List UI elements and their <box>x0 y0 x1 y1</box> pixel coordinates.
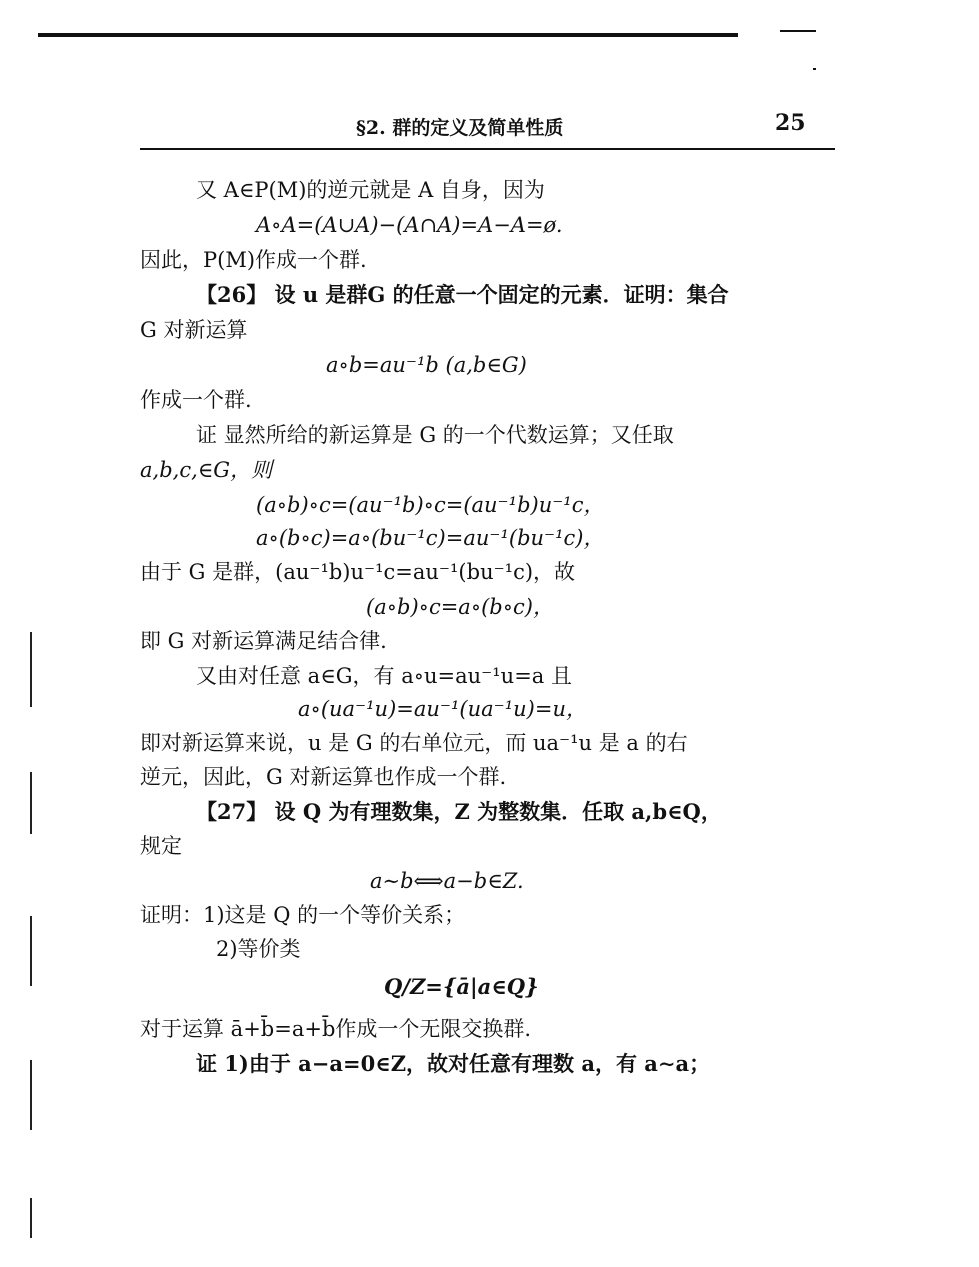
text-line-23: 2)等价类 <box>216 937 301 961</box>
scan-artifact-line <box>30 1198 32 1238</box>
text-line-18: 逆元，因此，G 对新运算也作成一个群. <box>140 765 507 789</box>
formula-line-16: a∘(ua⁻¹u)=au⁻¹(ua⁻¹u)=u， <box>298 697 587 721</box>
text-line-7: 作成一个群. <box>140 388 252 412</box>
text-line-14: 即 G 对新运算满足结合律. <box>140 629 387 653</box>
scan-artifact-line <box>30 916 32 986</box>
header-rule <box>140 148 835 150</box>
problem-27-heading: 【27】 设 Q 为有理数集，Z 为整数集．任取 a,b∈Q， <box>196 799 722 824</box>
text-line-20: 规定 <box>140 834 182 858</box>
proof-line-8: 证 显然所给的新运算是 G 的一个代数运算；又任取 <box>196 423 674 447</box>
top-rule-right <box>780 30 816 32</box>
speck <box>813 68 816 70</box>
running-header-section: §2. 群的定义及简单性质 <box>356 117 564 139</box>
text-line-1: 又 A∈P(M)的逆元就是 A 自身，因为 <box>196 178 545 202</box>
scan-artifact-line <box>30 632 32 707</box>
text-line-22: 证明：1)这是 Q 的一个等价关系； <box>140 903 466 927</box>
formula-line-10: (a∘b)∘c=(au⁻¹b)∘c=(au⁻¹b)u⁻¹c， <box>256 493 605 517</box>
top-rule <box>38 33 738 37</box>
formula-line-2: A∘A=(A∪A)−(A∩A)=A−A=ø. <box>256 213 563 237</box>
problem-26-heading: 【26】 设 u 是群G 的任意一个固定的元素．证明：集合 <box>196 282 729 307</box>
text-line-3: 因此，P(M)作成一个群. <box>140 248 367 272</box>
formula-line-24: Q/Z={ā|a∈Q} <box>384 974 539 999</box>
formula-line-11: a∘(b∘c)=a∘(bu⁻¹c)=au⁻¹(bu⁻¹c)， <box>256 526 605 550</box>
text-line-5: G 对新运算 <box>140 318 248 342</box>
formula-line-21: a∼b⟺a−b∈Z. <box>370 869 524 893</box>
text-line-17: 即对新运算来说，u 是 G 的右单位元，而 ua⁻¹u 是 a 的右 <box>140 731 688 755</box>
text-line-15: 又由对任意 a∈G，有 a∘u=au⁻¹u=a 且 <box>196 664 572 688</box>
formula-line-6: a∘b=au⁻¹b (a,b∈G) <box>326 353 527 377</box>
scan-artifact-line <box>30 1060 32 1130</box>
page-number: 25 <box>775 110 806 136</box>
formula-line-13: (a∘b)∘c=a∘(b∘c)， <box>366 595 554 619</box>
text-line-12: 由于 G 是群，(au⁻¹b)u⁻¹c=au⁻¹(bu⁻¹c)，故 <box>140 560 576 584</box>
text-line-9: a,b,c,∈G，则 <box>140 458 273 482</box>
proof-line-26: 证 1)由于 a−a=0∈Z，故对任意有理数 a，有 a∼a； <box>196 1051 711 1076</box>
scan-artifact-line <box>30 772 32 834</box>
text-line-25: 对于运算 ā+b̄=a+b̄作成一个无限交换群. <box>140 1017 532 1041</box>
